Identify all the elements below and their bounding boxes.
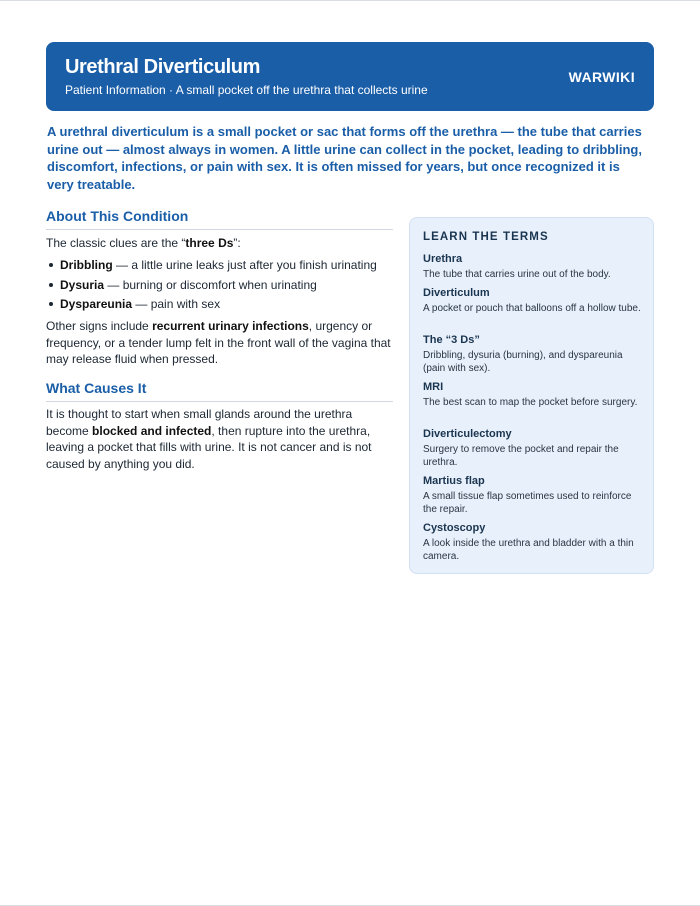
list-item <box>46 296 394 312</box>
about-intro-emphasis: three Ds <box>185 236 234 250</box>
glossary-definition: A look inside the urethra and bladder with a thin camera. <box>423 538 634 562</box>
other-signs-emphasis: recurrent urinary infections <box>152 319 309 333</box>
glossary-definition: The tube that carries urine out of the body. <box>423 269 611 280</box>
glossary-term: Diverticulum <box>423 287 490 299</box>
glossary-term: Martius flap <box>423 475 485 487</box>
glossary-definition: A small tissue flap sometimes used to reinforce the repair. <box>423 491 632 515</box>
lead-text-1: A urethral diverticulum is a small <box>47 124 255 139</box>
page-title: Urethral Diverticulum <box>65 56 260 78</box>
section-heading-about: About This Condition <box>46 208 393 230</box>
section-heading-causes: What Causes It <box>46 380 393 402</box>
glossary-definition: The best scan to map the pocket before surgery. <box>423 397 638 408</box>
causes-emphasis: blocked and infected <box>92 423 212 438</box>
glossary-term: Cystoscopy <box>423 522 486 534</box>
other-signs-end: , urgency or frequency, or a tender lump felt in the front wall of the vagina that may release fluid when pressed. <box>46 319 391 366</box>
about-intro-text: The classic clues are the “ <box>46 236 186 250</box>
glossary-entry <box>423 522 641 563</box>
lead-paragraph <box>47 123 647 193</box>
about-intro-end: ”: <box>233 236 241 250</box>
lead-text-2: that forms off the urethra — the tube that carries urine out — almost always in women. A little urine can collect in the pocket, leading to dribbling, discomfort, infections, or pain with sex. It is often missed for years, but once recognized it is very treatable. <box>47 124 642 192</box>
causes-text: It is thought to start when small glands around the urethra become <box>46 407 353 438</box>
glossary-term: The “3 Ds” <box>423 334 480 346</box>
glossary-definition: Dribbling, dysuria (burning), and dyspareunia (pain with sex). <box>423 350 623 374</box>
glossary-entry <box>423 475 641 516</box>
list-item-text: — a little urine leaks just after you finish urinating <box>112 258 377 272</box>
glossary-panel <box>409 217 654 574</box>
glossary-entry <box>423 287 641 315</box>
glossary-term: Diverticulectomy <box>423 428 512 440</box>
other-signs-text: Other signs include <box>46 319 153 333</box>
glossary-entry <box>423 253 641 281</box>
header-banner <box>46 42 654 111</box>
top-divider <box>0 0 700 1</box>
glossary-entry <box>423 381 641 409</box>
glossary-title: LEARN THE TERMS <box>423 231 549 243</box>
glossary-entry <box>423 428 641 469</box>
list-item <box>46 277 394 293</box>
list-item-term: Dysuria <box>60 277 105 292</box>
causes-end: , then rupture into the urethra, leaving a pocket that fills with urine. It is not cancer and is not caused by anything you did. <box>46 423 372 471</box>
glossary-entry <box>423 334 641 375</box>
causes-paragraph <box>46 406 394 472</box>
page-subtitle: Patient Information · A small pocket off the urethra that collects urine <box>65 83 428 97</box>
glossary-term: MRI <box>423 381 444 393</box>
list-item-term: Dribbling <box>60 258 113 272</box>
three-ds-list <box>46 257 394 316</box>
about-intro <box>46 235 394 252</box>
list-item-text: — pain with sex <box>132 297 221 311</box>
brand-logo-text: WARWIKI <box>568 69 635 85</box>
list-item <box>46 257 394 273</box>
glossary-term: Urethra <box>423 253 463 265</box>
glossary-definition: Surgery to remove the pocket and repair the urethra. <box>423 444 619 468</box>
glossary-definition: A pocket or pouch that balloons off a hollow tube. <box>423 303 641 314</box>
list-item-text: — burning or discomfort when urinating <box>104 277 317 292</box>
lead-emphasis: pocket or sac <box>254 124 339 139</box>
other-signs-paragraph <box>46 318 394 368</box>
list-item-term: Dyspareunia <box>60 297 133 311</box>
